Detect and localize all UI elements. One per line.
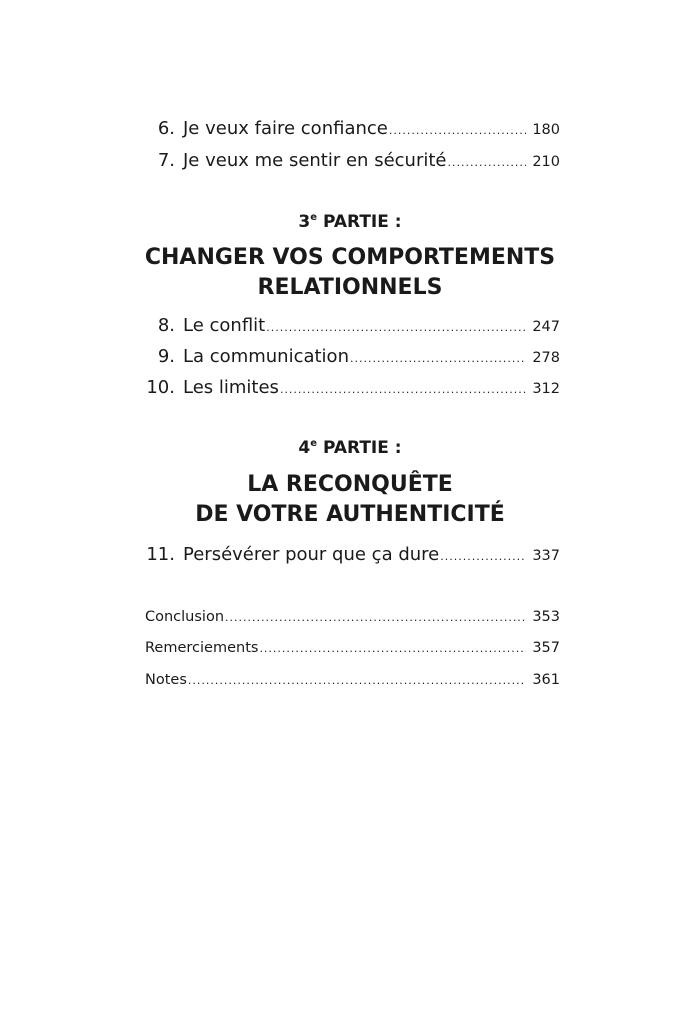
chapter-number: 6. bbox=[157, 118, 175, 139]
toc-entry bbox=[145, 315, 560, 336]
chapter-number: 10. bbox=[146, 377, 175, 398]
dot-leader bbox=[259, 642, 526, 655]
part-title bbox=[0, 243, 700, 303]
part-title-line: RELATIONNELS bbox=[257, 275, 443, 300]
part-number-suffix: e bbox=[310, 438, 318, 449]
page-number: 337 bbox=[532, 548, 560, 564]
chapter-title: Persévérer pour que ça dure bbox=[183, 544, 440, 565]
part-number: 3 bbox=[298, 212, 311, 232]
dot-leader bbox=[440, 550, 526, 563]
chapter-number: 8. bbox=[157, 315, 175, 336]
page-number: 357 bbox=[532, 640, 560, 656]
toc-entry bbox=[145, 118, 560, 139]
chapter-number: 11. bbox=[146, 544, 175, 565]
part-number-suffix: e bbox=[310, 212, 318, 223]
section-title: Notes bbox=[145, 672, 187, 688]
toc-entry bbox=[145, 640, 560, 656]
page-number: 210 bbox=[532, 154, 560, 170]
dot-leader bbox=[280, 383, 526, 396]
page-number: 361 bbox=[532, 672, 560, 688]
dot-leader bbox=[350, 352, 526, 365]
toc-entry bbox=[145, 150, 560, 171]
chapter-title: Les limites bbox=[183, 377, 279, 398]
chapter-title: La communication bbox=[183, 346, 349, 367]
toc-entry bbox=[145, 672, 560, 688]
page-number: 247 bbox=[532, 319, 560, 335]
part-title-line: DE VOTRE AUTHENTICITÉ bbox=[195, 502, 505, 527]
dot-leader bbox=[389, 124, 526, 137]
part-label: PARTIE : bbox=[322, 438, 402, 458]
page-number: 312 bbox=[532, 381, 560, 397]
section-title: Conclusion bbox=[145, 609, 225, 625]
toc-entry bbox=[145, 609, 560, 625]
dot-leader bbox=[447, 156, 526, 169]
chapter-title: Le conflit bbox=[183, 315, 266, 336]
toc-entry bbox=[145, 377, 560, 398]
part-title-line: CHANGER VOS COMPORTEMENTS bbox=[144, 245, 556, 270]
dot-leader bbox=[266, 321, 526, 334]
page-number: 353 bbox=[532, 609, 560, 625]
part-heading bbox=[0, 438, 700, 458]
part-title-line: LA RECONQUÊTE bbox=[247, 472, 453, 497]
page-number: 180 bbox=[532, 122, 560, 138]
chapter-title: Je veux me sentir en sécurité bbox=[183, 150, 447, 171]
toc-entry bbox=[145, 544, 560, 565]
dot-leader bbox=[225, 611, 526, 624]
section-title: Remerciements bbox=[145, 640, 259, 656]
chapter-number: 7. bbox=[157, 150, 175, 171]
chapter-title: Je veux faire confiance bbox=[183, 118, 388, 139]
part-title bbox=[0, 470, 700, 530]
dot-leader bbox=[188, 674, 526, 687]
page-number: 278 bbox=[532, 350, 560, 366]
part-number: 4 bbox=[298, 438, 311, 458]
part-label: PARTIE : bbox=[322, 212, 402, 232]
chapter-number: 9. bbox=[157, 346, 175, 367]
part-heading bbox=[0, 212, 700, 232]
toc-entry bbox=[145, 346, 560, 367]
